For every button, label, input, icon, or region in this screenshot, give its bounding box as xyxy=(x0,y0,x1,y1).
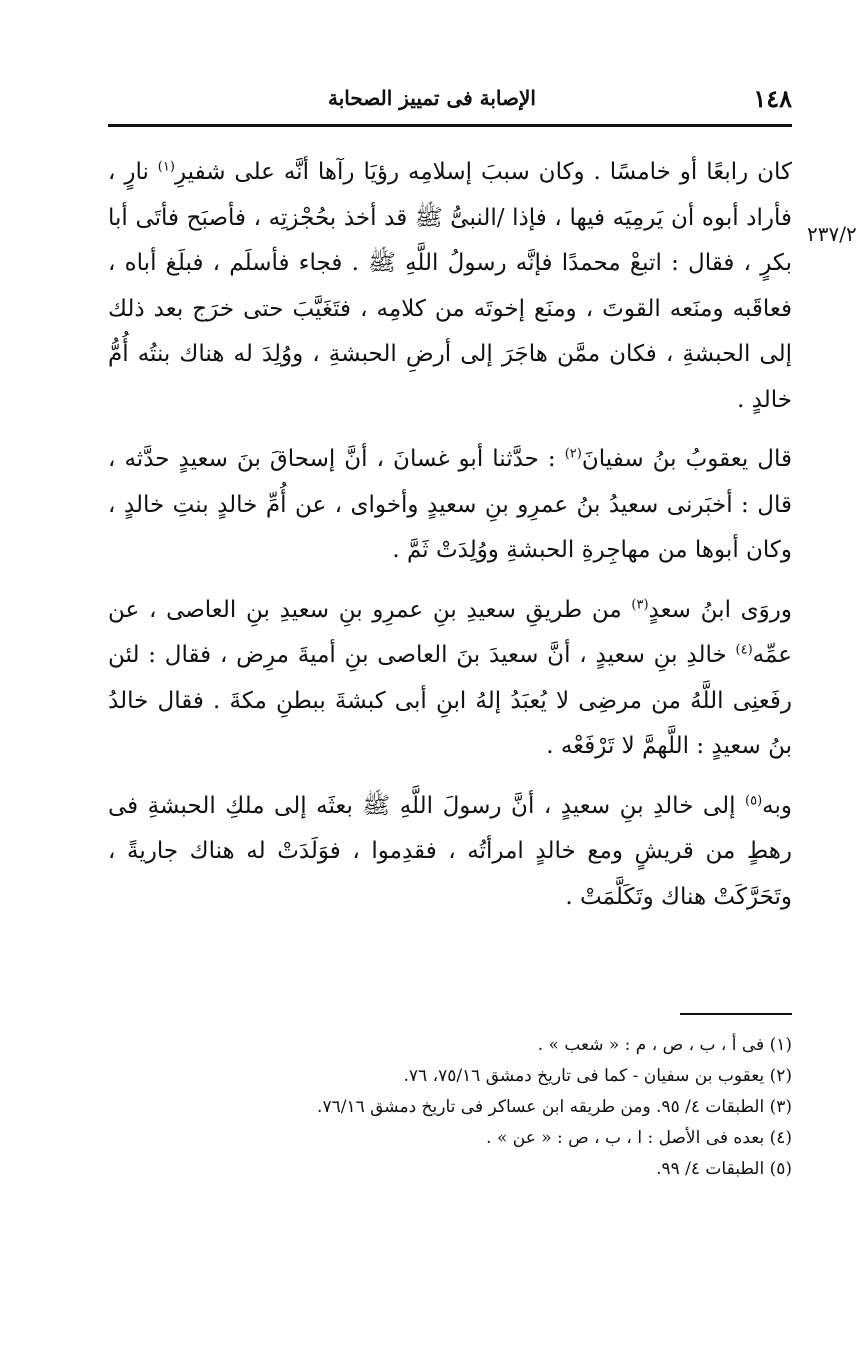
footnote: (١) فى أ ، ب ، ص ، م : « شعب » . xyxy=(537,1035,792,1055)
footnote: (٢) يعقوب بن سفيان - كما فى تاريخ دمشق ٧٥/١٦، ٧٦. xyxy=(403,1066,792,1086)
paragraph xyxy=(108,437,792,574)
footnote-rule xyxy=(680,1013,792,1015)
footnote: (٤) بعده فى الأصل : ا ، ب ، ص : « عن » . xyxy=(486,1128,792,1148)
footnote-marker[interactable]: (١) xyxy=(157,159,175,175)
paragraph-text: وروَى ابنُ سعدٍ xyxy=(648,596,792,623)
footnote-marker[interactable]: (٤) xyxy=(735,642,753,658)
paragraph-text: وبه xyxy=(762,792,792,819)
footnote-marker[interactable]: (٢) xyxy=(564,446,582,462)
footnote: (٥) الطبقات ٤/ ٩٩. xyxy=(656,1159,792,1179)
paragraph-text: قال يعقوبُ بنُ سفيانَ xyxy=(581,446,793,472)
paragraph-text: : حدَّثنا أبو غسانَ ، أنَّ إسحاقَ بنَ سعيدٍ حدَّثه ، قال : أخبَرنى سعيدُ بنُ عمرِو بنِ سعيدٍ وأخواى ، عن أُمِّ خالدٍ بنتِ خالدٍ ، وكان أبوها من مهاجِرةِ الحبشةِ ووُلِدَتْ ثَمَّ . xyxy=(108,446,792,563)
paragraph-text: كان رابعًا أو خامسًا . وكان سببَ إسلامِه رؤيَا رآها أنَّه على شفيرِ xyxy=(174,159,792,185)
footnote: (٣) الطبقات ٤/ ٩٥. ومن طريقه ابن عساكر فى تاريخ دمشق ٧٦/١٦. xyxy=(317,1097,792,1117)
paragraph xyxy=(108,150,792,423)
header-rule xyxy=(108,124,792,127)
paragraph-text: خالدِ بنِ سعيدٍ ، أنَّ سعيدَ بنَ العاصى بنِ أميةَ مرِض ، فقال : لئن رفَعنِى اللَّهُ من مرضِى لا يُعبَدُ إلهُ ابنِ أبى كبشةَ ببطنِ مكةَ . فقال خالدُ بنُ سعيدٍ : اللَّهمَّ لا تَرْفَعْه . xyxy=(108,642,792,759)
footnotes xyxy=(108,1030,792,1185)
paragraph xyxy=(108,588,792,770)
page-number: ١٤٨ xyxy=(753,84,792,113)
paragraph-text: من طريقِ سعيدِ بنِ عمرِو بنِ سعيدِ بنِ العاصى ، عن عمِّه xyxy=(108,596,792,668)
footnote-marker[interactable]: (٥) xyxy=(745,792,763,808)
paragraph xyxy=(108,784,792,921)
margin-note: ٢٣٧/٢ xyxy=(807,222,857,246)
running-title: الإصابة فى تمييز الصحابة xyxy=(328,86,536,110)
paragraph-text: نارٍ ، فأراد أبوه أن يَرمِيَه فيها ، فإذا /النبىُّ ﷺ قد أخذ بحُجْزتِه ، فأصبَح فأتَى أبا بكرٍ ، فقال : اتبعْ محمدًا فإنَّه رسولُ اللَّهِ ﷺ . فجاء فأسلَم ، فبلَغ أباه ، فعاقَبه ومنَعه القوتَ ، ومنَع إخوتَه من كلامِه ، فتَغَيَّبَ حتى خرَج بعد ذلك إلى الحبشةِ ، فكان ممَّن هاجَرَ إلى أرضِ الحبشةِ ، ووُلِدَ له هناك بنتُه أُمُّ خالدٍ . xyxy=(108,159,792,413)
page-header xyxy=(108,82,792,122)
main-text xyxy=(108,150,792,920)
footnote-marker[interactable]: (٣) xyxy=(631,596,649,612)
paragraph-text: إلى خالدِ بنِ سعيدٍ ، أنَّ رسولَ اللَّهِ ﷺ بعثَه إلى ملكِ الحبشةِ فى رهطٍ من قريشٍ ومع خالدٍ امرأتُه ، فقدِموا ، فوَلَدَتْ له هناك جاريةً ، وتَحَرَّكَتْ هناك وتَكَلَّمَتْ . xyxy=(108,792,792,910)
